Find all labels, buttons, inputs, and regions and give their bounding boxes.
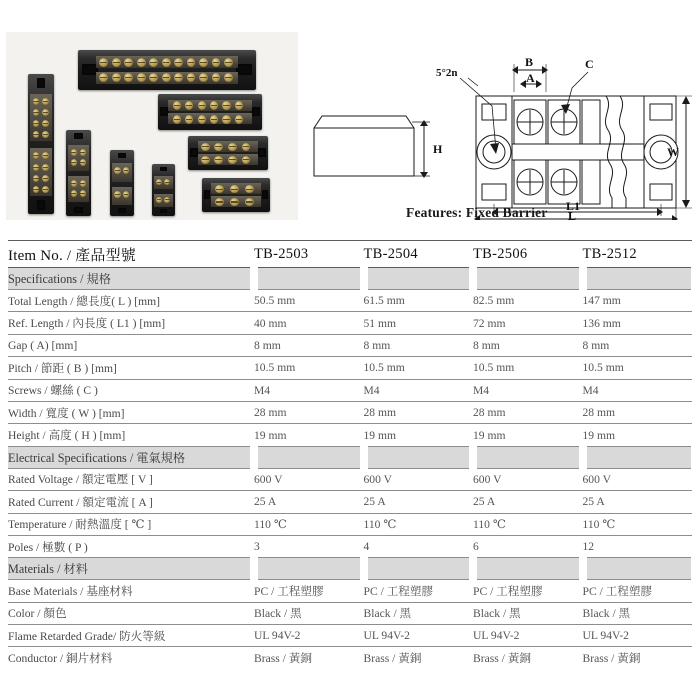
label-hole-note: 5°2n — [436, 67, 458, 79]
row-value: 28 mm — [583, 401, 693, 423]
row-value: UL 94V-2 — [364, 625, 474, 647]
row-value — [583, 446, 693, 468]
row-value: 600 V — [473, 468, 583, 490]
row-value: 50.5 mm — [254, 290, 364, 312]
row-value: PC / 工程塑膠 — [473, 580, 583, 602]
table-section-row — [8, 446, 692, 468]
row-value: 51 mm — [364, 312, 474, 334]
header-column-tb-2504: TB-2504 — [364, 241, 474, 268]
table-row — [8, 535, 692, 557]
row-label: Flame Retarded Grade/ 防火等級 — [8, 625, 254, 647]
row-value: Black / 黑 — [473, 602, 583, 624]
row-value: 25 A — [364, 491, 474, 513]
row-value: Black / 黑 — [364, 602, 474, 624]
row-label: Total Length / 總長度( L ) [mm] — [8, 290, 254, 312]
row-value: Black / 黑 — [583, 602, 693, 624]
table-row — [8, 647, 692, 669]
row-value: 10.5 mm — [583, 357, 693, 379]
label-screw-c: C — [585, 57, 594, 71]
row-value: 10.5 mm — [364, 357, 474, 379]
row-value — [364, 558, 474, 580]
row-label: Gap ( A) [mm] — [8, 334, 254, 356]
features-caption: Features: Fixed Barrier — [406, 205, 548, 220]
row-value: 10.5 mm — [254, 357, 364, 379]
row-value: 61.5 mm — [364, 290, 474, 312]
top-illustration-area — [0, 0, 700, 238]
table-row — [8, 513, 692, 535]
row-value: M4 — [364, 379, 474, 401]
table-body — [8, 268, 692, 669]
row-label: Poles / 極數 ( P ) — [8, 535, 254, 557]
row-value: 82.5 mm — [473, 290, 583, 312]
table-row — [8, 580, 692, 602]
row-value — [254, 268, 364, 290]
row-value — [364, 446, 474, 468]
row-value: PC / 工程塑膠 — [583, 580, 693, 602]
row-value: UL 94V-2 — [583, 625, 693, 647]
product-photo — [6, 32, 298, 220]
table-row — [8, 312, 692, 334]
table-header — [8, 241, 692, 268]
row-value: 147 mm — [583, 290, 693, 312]
row-value: 19 mm — [473, 424, 583, 446]
row-value: Brass / 黃銅 — [582, 652, 641, 666]
row-value — [583, 268, 693, 290]
row-value: 19 mm — [364, 424, 474, 446]
row-label: Rated Current / 額定電流 [ A ] — [8, 491, 254, 513]
specifications-table — [8, 240, 693, 669]
row-value: Brass / 黃銅 — [473, 652, 531, 666]
row-value — [473, 446, 583, 468]
row-value — [583, 558, 693, 580]
table-row — [8, 334, 692, 356]
table-row — [8, 602, 692, 624]
row-value: UL 94V-2 — [254, 625, 364, 647]
row-value: 19 mm — [583, 424, 693, 446]
row-value: UL 94V-2 — [473, 625, 583, 647]
row-label: Conductor / 銅片材料 — [8, 652, 113, 666]
table-row — [8, 379, 692, 401]
label-ref-length-l1: L1 — [566, 199, 581, 213]
row-value: 4 — [364, 535, 474, 557]
row-value: Brass / 黃銅 — [254, 652, 312, 666]
table-section-row — [8, 268, 692, 290]
row-value — [364, 268, 474, 290]
table-row — [8, 290, 692, 312]
dimension-h — [412, 120, 430, 178]
row-value: 8 mm — [364, 334, 474, 356]
row-value: Black / 黑 — [254, 602, 364, 624]
table-row — [8, 491, 692, 513]
row-label: Color / 顏色 — [8, 602, 254, 624]
row-value: M4 — [583, 379, 693, 401]
header-item-no: Item No. / 產品型號 — [8, 241, 254, 268]
row-value: 3 — [254, 535, 364, 557]
row-label: Base Materials / 基座材料 — [8, 580, 254, 602]
row-label: Temperature / 耐熱溫度 [ ℃ ] — [8, 513, 254, 535]
label-width-w: W — [667, 145, 679, 159]
row-label: Pitch / 節距 ( B ) [mm] — [8, 357, 254, 379]
row-value: 8 mm — [583, 334, 693, 356]
row-value: 600 V — [583, 468, 693, 490]
row-label: Rated Voltage / 額定電壓 [ V ] — [8, 468, 254, 490]
table-row — [8, 468, 692, 490]
row-value: 110 ℃ — [254, 513, 364, 535]
label-height-h: H — [433, 142, 443, 156]
row-value: 8 mm — [473, 334, 583, 356]
row-value: 12 — [583, 535, 693, 557]
row-value: PC / 工程塑膠 — [364, 580, 474, 602]
table-row — [8, 424, 692, 446]
row-value: 10.5 mm — [473, 357, 583, 379]
row-label: Height / 高度 ( H ) [mm] — [8, 424, 254, 446]
row-value: 8 mm — [254, 334, 364, 356]
table-row — [8, 357, 692, 379]
row-label: Ref. Length / 內長度 ( L1 ) [mm] — [8, 312, 254, 334]
label-gap-a: A — [526, 71, 535, 85]
row-value: M4 — [473, 379, 583, 401]
row-value: 25 A — [583, 491, 693, 513]
label-total-length-l: L — [568, 209, 577, 220]
row-value: 28 mm — [473, 401, 583, 423]
row-label: Screws / 螺絲 ( C ) — [8, 379, 254, 401]
row-value: 6 — [473, 535, 583, 557]
row-value: 28 mm — [364, 401, 474, 423]
table-section-row — [8, 558, 692, 580]
label-pitch-b: B — [525, 55, 534, 69]
table-row — [8, 401, 692, 423]
row-value: PC / 工程塑膠 — [254, 580, 364, 602]
table-row — [8, 625, 692, 647]
row-value: 28 mm — [254, 401, 364, 423]
row-value — [473, 558, 583, 580]
row-label: Width / 寬度 ( W ) [mm] — [8, 401, 254, 423]
header-column-tb-2512: TB-2512 — [583, 241, 693, 268]
row-value: 136 mm — [583, 312, 693, 334]
row-value: M4 — [254, 379, 364, 401]
row-value: 19 mm — [254, 424, 364, 446]
row-value: 110 ℃ — [473, 513, 583, 535]
row-value: 72 mm — [473, 312, 583, 334]
technical-drawing — [300, 34, 696, 220]
header-column-tb-2503: TB-2503 — [254, 241, 364, 268]
row-label: Specifications / 規格 — [8, 268, 254, 290]
side-view-box — [314, 116, 414, 176]
row-value: 40 mm — [254, 312, 364, 334]
row-value: 25 A — [473, 491, 583, 513]
row-value — [254, 558, 364, 580]
row-value — [473, 268, 583, 290]
top-view-plan — [476, 96, 678, 208]
row-value: 600 V — [254, 468, 364, 490]
row-value: 110 ℃ — [583, 513, 693, 535]
row-value: 600 V — [364, 468, 474, 490]
row-value — [254, 446, 364, 468]
row-value: 25 A — [254, 491, 364, 513]
table-header-row — [8, 241, 692, 268]
header-column-tb-2506: TB-2506 — [473, 241, 583, 268]
row-label: Materials / 材料 — [8, 558, 254, 580]
row-value: Brass / 黃銅 — [363, 652, 422, 666]
row-label: Electrical Specifications / 電氣規格 — [8, 446, 254, 468]
row-value: 110 ℃ — [364, 513, 474, 535]
